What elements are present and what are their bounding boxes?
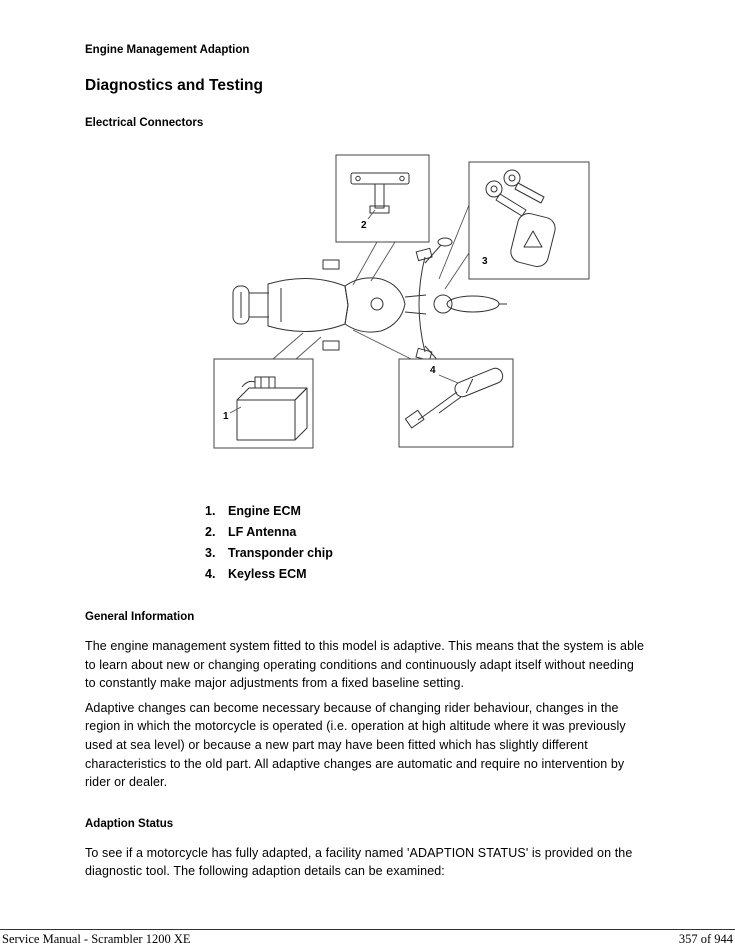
general-information-paragraph-1: The engine management system fitted to this model is adaptive. This means that the system is able to learn about new or changing operating conditions and continuously adapt itself without needing to constantly make major adjustments from a fixed baseline setting. — [85, 639, 645, 691]
callout-label-3: 3 — [482, 256, 488, 267]
page-footer — [0, 929, 735, 951]
section-subtitle: Electrical Connectors — [85, 117, 204, 129]
legend-number: 4. — [205, 567, 216, 581]
legend-item-engine-ecm — [205, 501, 645, 522]
general-information-paragraph-2: Adaptive changes can become necessary because of changing rider behaviour, changes in the region in which the motorcycle is operated (i.e. operation at high altitude where it was previously used at sea level) or because a new part may have been fitted which has slightly different characteristics to the old part. All adaptive changes are automatic and require no intervention by rider or dealer. — [85, 700, 626, 790]
page-title: Diagnostics and Testing — [85, 77, 263, 94]
legend-label: Engine ECM — [228, 504, 301, 518]
chapter-heading: Engine Management Adaption — [85, 44, 250, 56]
motorcycle-connector-diagram — [211, 147, 591, 457]
callout-box-keyless-ecm — [399, 359, 513, 447]
electrical-connectors-diagram — [211, 147, 591, 457]
heading-general-information: General Information — [85, 611, 195, 623]
legend-label: Transponder chip — [228, 546, 333, 560]
legend-label: LF Antenna — [228, 525, 297, 539]
heading-adaption-status: Adaption Status — [85, 817, 174, 830]
footer-page-number: 357 of 944 — [678, 932, 733, 946]
legend-number: 1. — [205, 504, 216, 518]
adaption-status-paragraph-1: To see if a motorcycle has fully adapted, a facility named 'ADAPTION STATUS' is provided on the diagnostic tool. The following adaption details can be examined: — [85, 845, 633, 879]
callout-box-engine-ecm — [214, 359, 313, 448]
callout-label-1: 1 — [223, 411, 229, 422]
callout-label-4: 4 — [430, 365, 436, 376]
footer-manual-title: Service Manual - Scrambler 1200 XE — [2, 932, 191, 946]
legend-item-lf-antenna — [205, 522, 645, 543]
legend-number: 3. — [205, 546, 216, 560]
callout-box-lf-antenna — [336, 155, 429, 242]
legend-number: 2. — [205, 525, 216, 539]
callout-label-2: 2 — [361, 220, 367, 231]
legend-list — [205, 501, 645, 585]
legend-item-transponder-chip — [205, 543, 645, 564]
legend-label: Keyless ECM — [228, 567, 307, 581]
callout-box-transponder — [469, 162, 589, 279]
legend-item-keyless-ecm — [205, 564, 645, 585]
